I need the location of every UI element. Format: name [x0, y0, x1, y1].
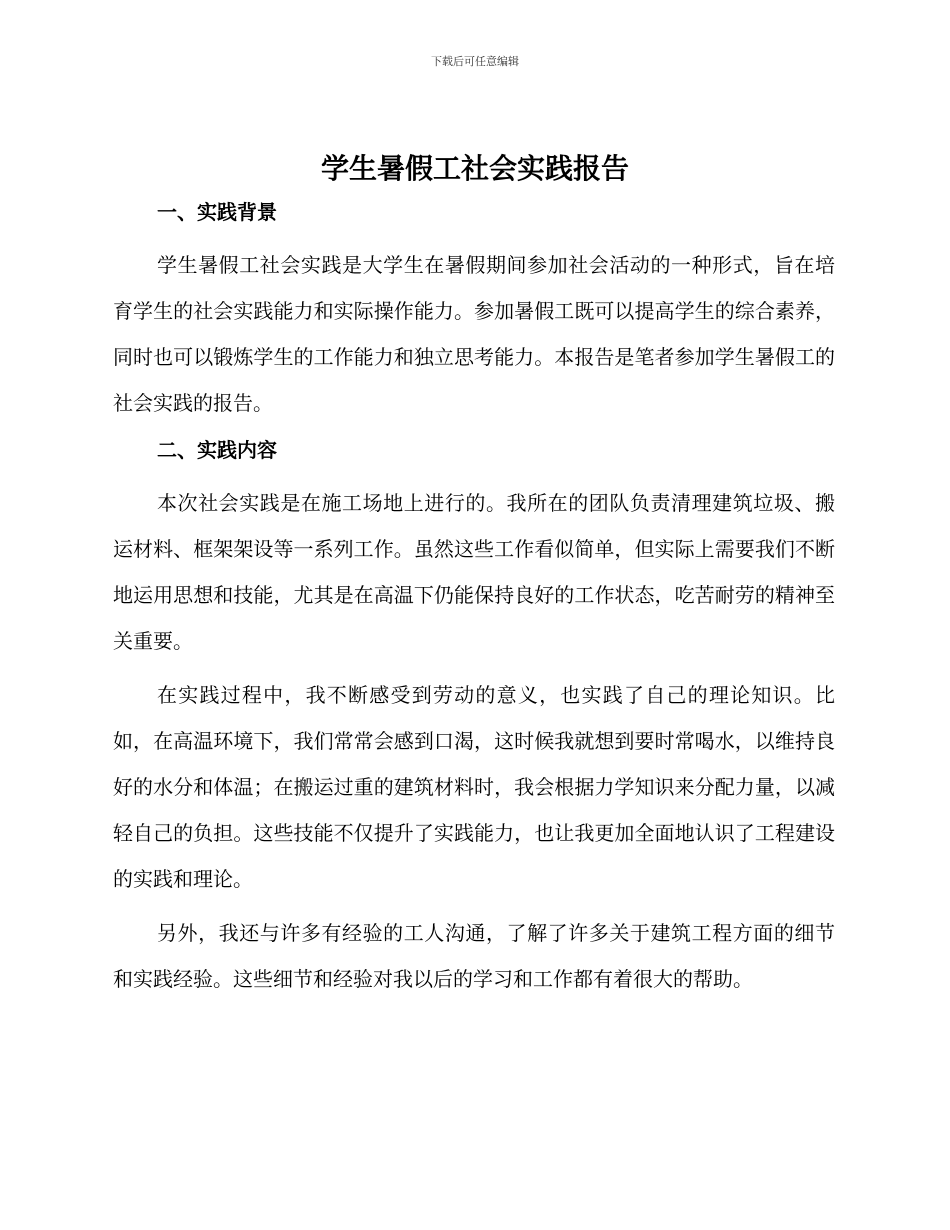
- header-note: 下载后可任意编辑: [431, 55, 519, 68]
- paragraph-content-1: 本次社会实践是在施工场地上进行的。我所在的团队负责清理建筑垃圾、搬运材料、框架架设等一系列工作。虽然这些工作看似简单，但实际上需要我们不断地运用思想和技能，尤其是在高温下仍能保持良好的工作状态，吃苦耐劳的精神至关重要。: [113, 491, 835, 653]
- section-heading-content: 二、实践内容: [157, 438, 277, 462]
- paragraph-content-3: 另外，我还与许多有经验的工人沟通，了解了许多关于建筑工程方面的细节和实践经验。这些细节和经验对我以后的学习和工作都有着很大的帮助。: [113, 921, 835, 991]
- document-title: 学生暑假工社会实践报告: [320, 152, 629, 185]
- document-body: [113, 196, 835, 1002]
- paragraph-content-2: 在实践过程中，我不断感受到劳动的意义，也实践了自己的理论知识。比如，在高温环境下，我们常常会感到口渴，这时候我就想到要时常喝水，以维持良好的水分和体温；在搬运过重的建筑材料时，我会根据力学知识来分配力量，以减轻自己的负担。这些技能不仅提升了实践能力，也让我更加全面地认识了工程建设的实践和理论。: [113, 683, 835, 891]
- section-heading-background: 一、实践背景: [157, 200, 277, 224]
- paragraph-background: 学生暑假工社会实践是大学生在暑假期间参加社会活动的一种形式，旨在培育学生的社会实践能力和实际操作能力。参加暑假工既可以提高学生的综合素养，同时也可以锻炼学生的工作能力和独立思考能力。本报告是笔者参加学生暑假工的社会实践的报告。: [113, 253, 835, 415]
